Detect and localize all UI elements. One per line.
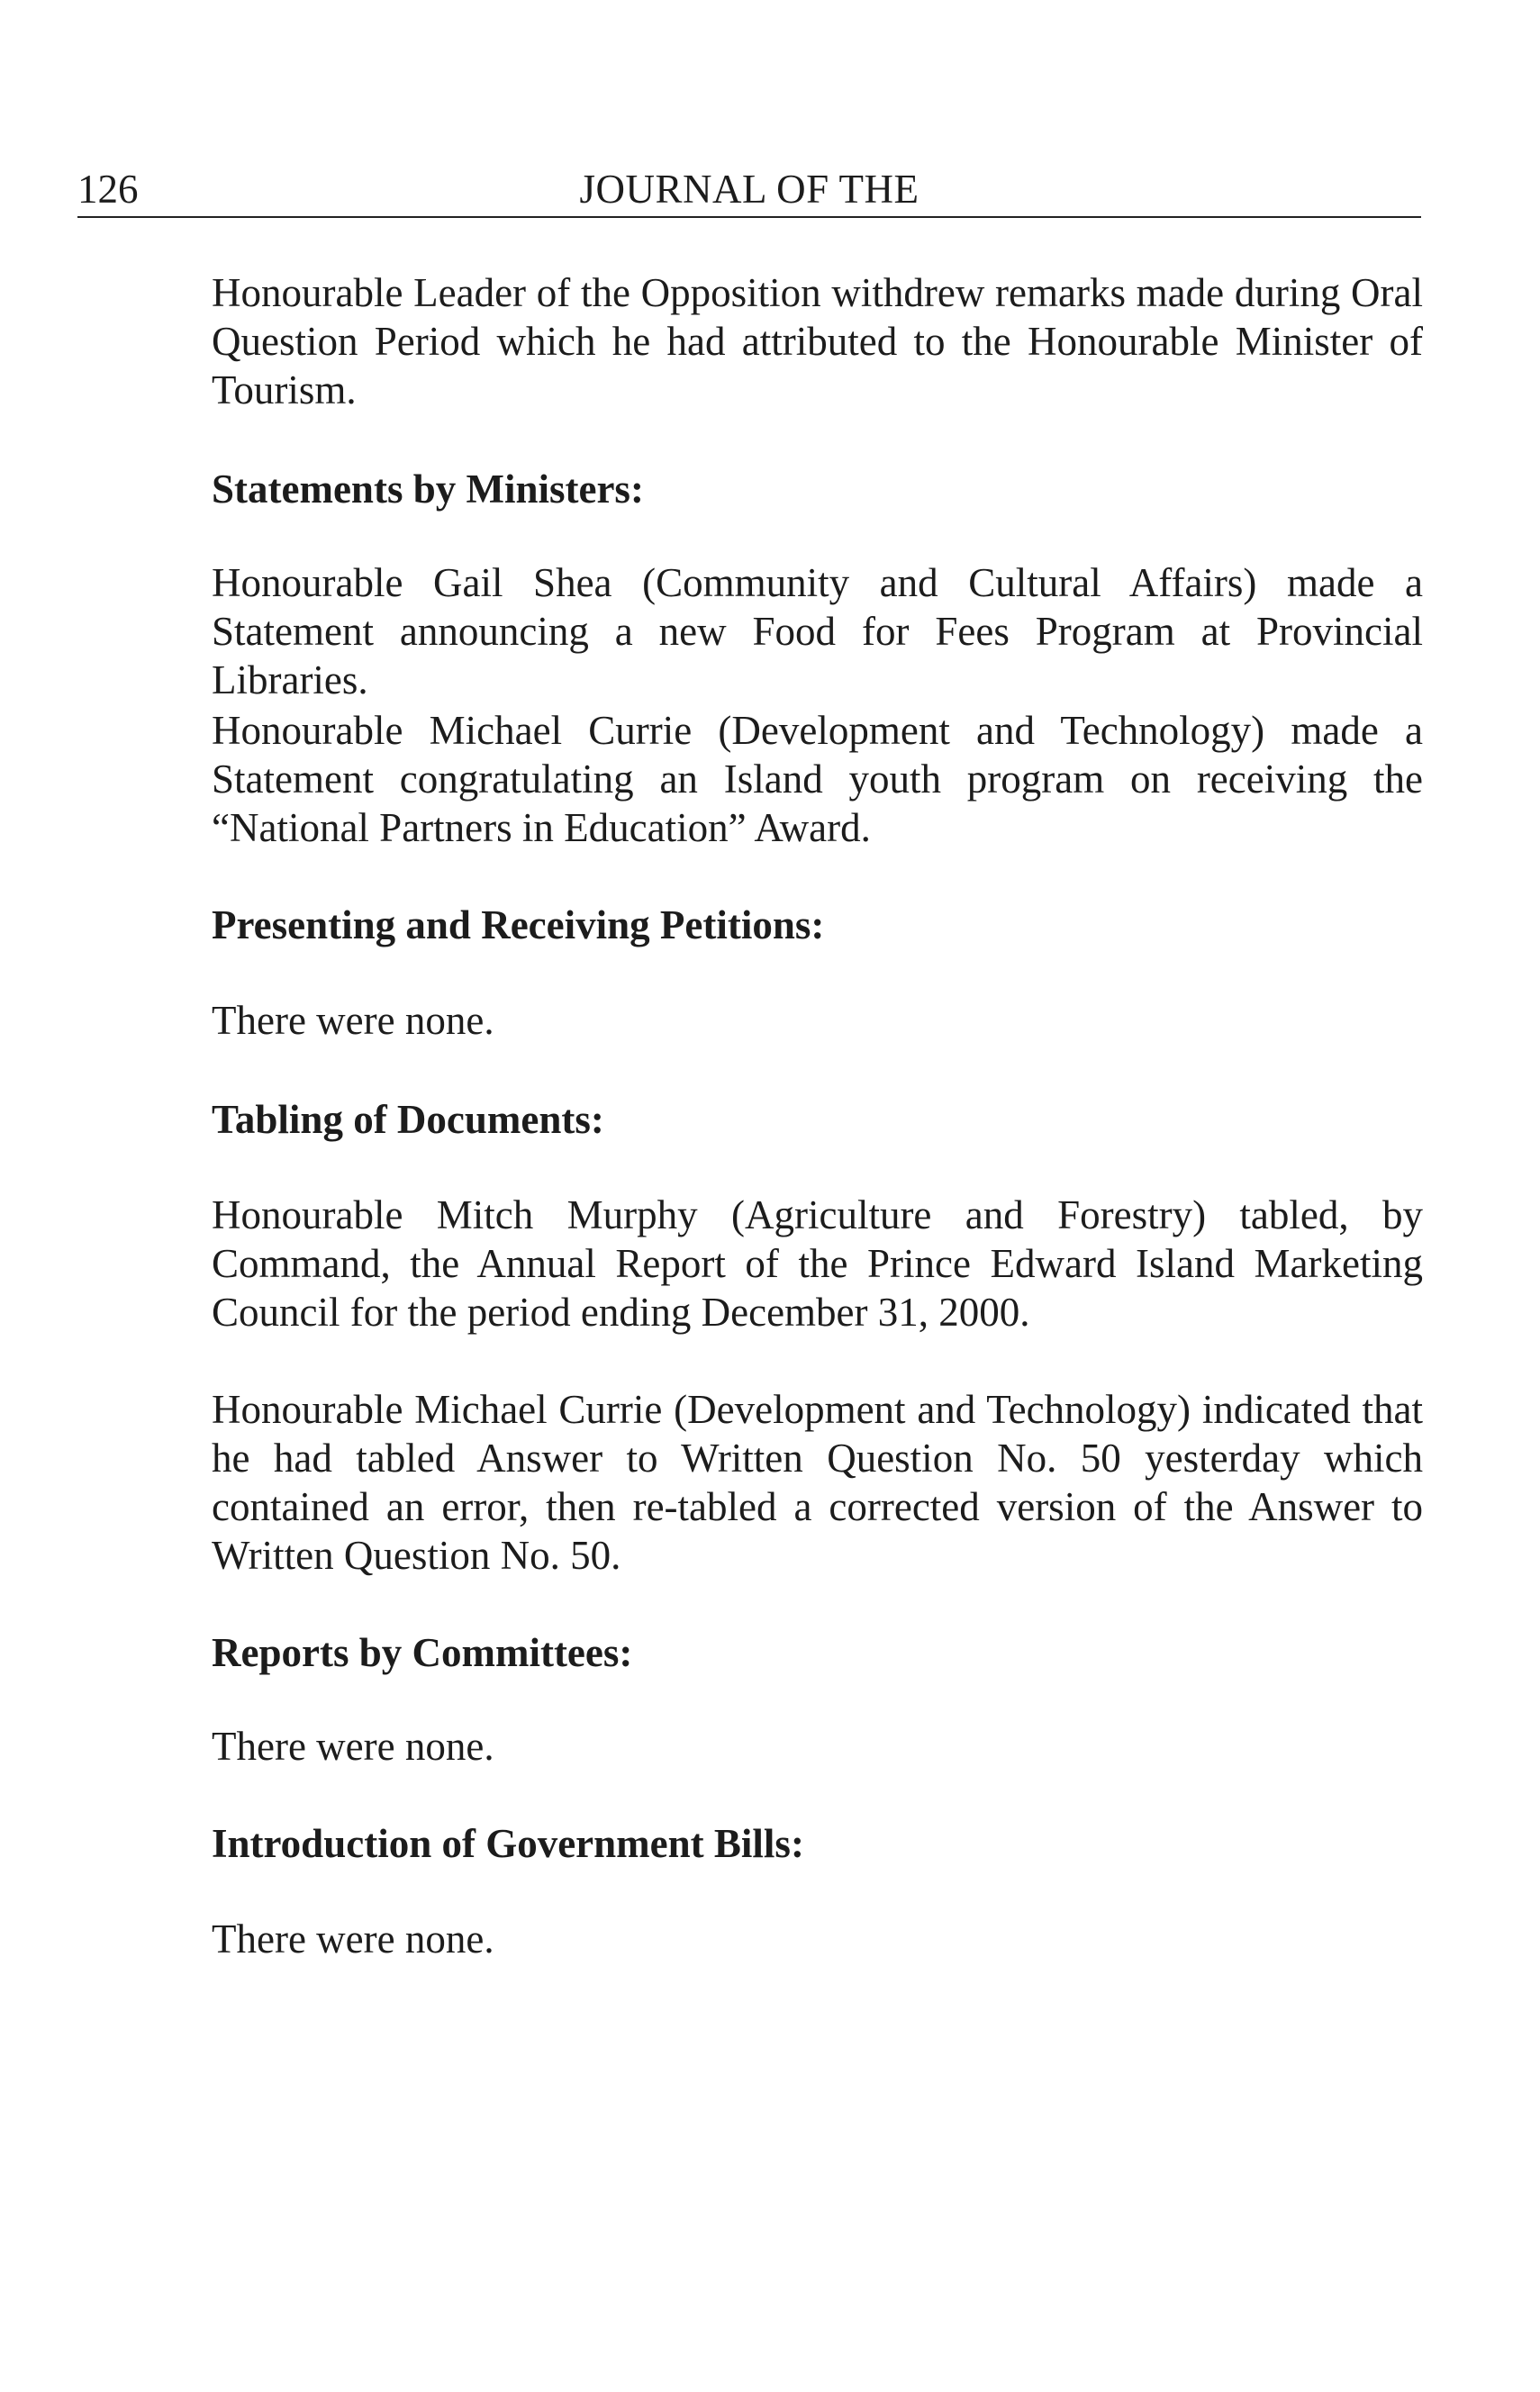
paragraph-petitions-none: There were none. [212, 998, 494, 1043]
paragraph-murphy-tabled: Honourable Mitch Murphy (Agriculture and Forestry) tabled, by Command, the Annual Report of the Prince Edward Island Marketing Council for the period ending December 31, 2000. [212, 1192, 1423, 1335]
running-header [77, 162, 1421, 218]
heading-reports-by-committees: Reports by Committees: [212, 1630, 633, 1675]
heading-tabling-of-documents: Tabling of Documents: [212, 1097, 604, 1142]
heading-petitions: Presenting and Receiving Petitions: [212, 902, 825, 947]
heading-statements-by-ministers: Statements by Ministers: [212, 467, 644, 512]
paragraph-opposition-withdrawal: Honourable Leader of the Opposition withdrew remarks made during Oral Question Period which he had attributed to the Honourable Minister of Tourism. [212, 270, 1423, 412]
paragraph-committees-none: There were none. [212, 1724, 494, 1769]
paragraph-government-bills-none: There were none. [212, 1916, 494, 1962]
paragraph-currie-statement: Honourable Michael Currie (Development and Technology) made a Statement congratulating an Island youth program on receiving the “National Partners in Education” Award. [212, 708, 1423, 850]
heading-government-bills: Introduction of Government Bills: [212, 1821, 804, 1866]
page-number: 126 [77, 167, 139, 212]
paragraph-currie-tabled: Honourable Michael Currie (Development and Technology) indicated that he had tabled Answer to Written Question No. 50 yesterday which contained an error, then re-tabled a corrected version of the Answer to Written Question No. 50. [212, 1387, 1423, 1578]
journal-title: JOURNAL OF THE [579, 167, 919, 212]
paragraph-shea-statement: Honourable Gail Shea (Community and Cultural Affairs) made a Statement announcing a new Food for Fees Program at Provincial Libraries. [212, 560, 1423, 702]
